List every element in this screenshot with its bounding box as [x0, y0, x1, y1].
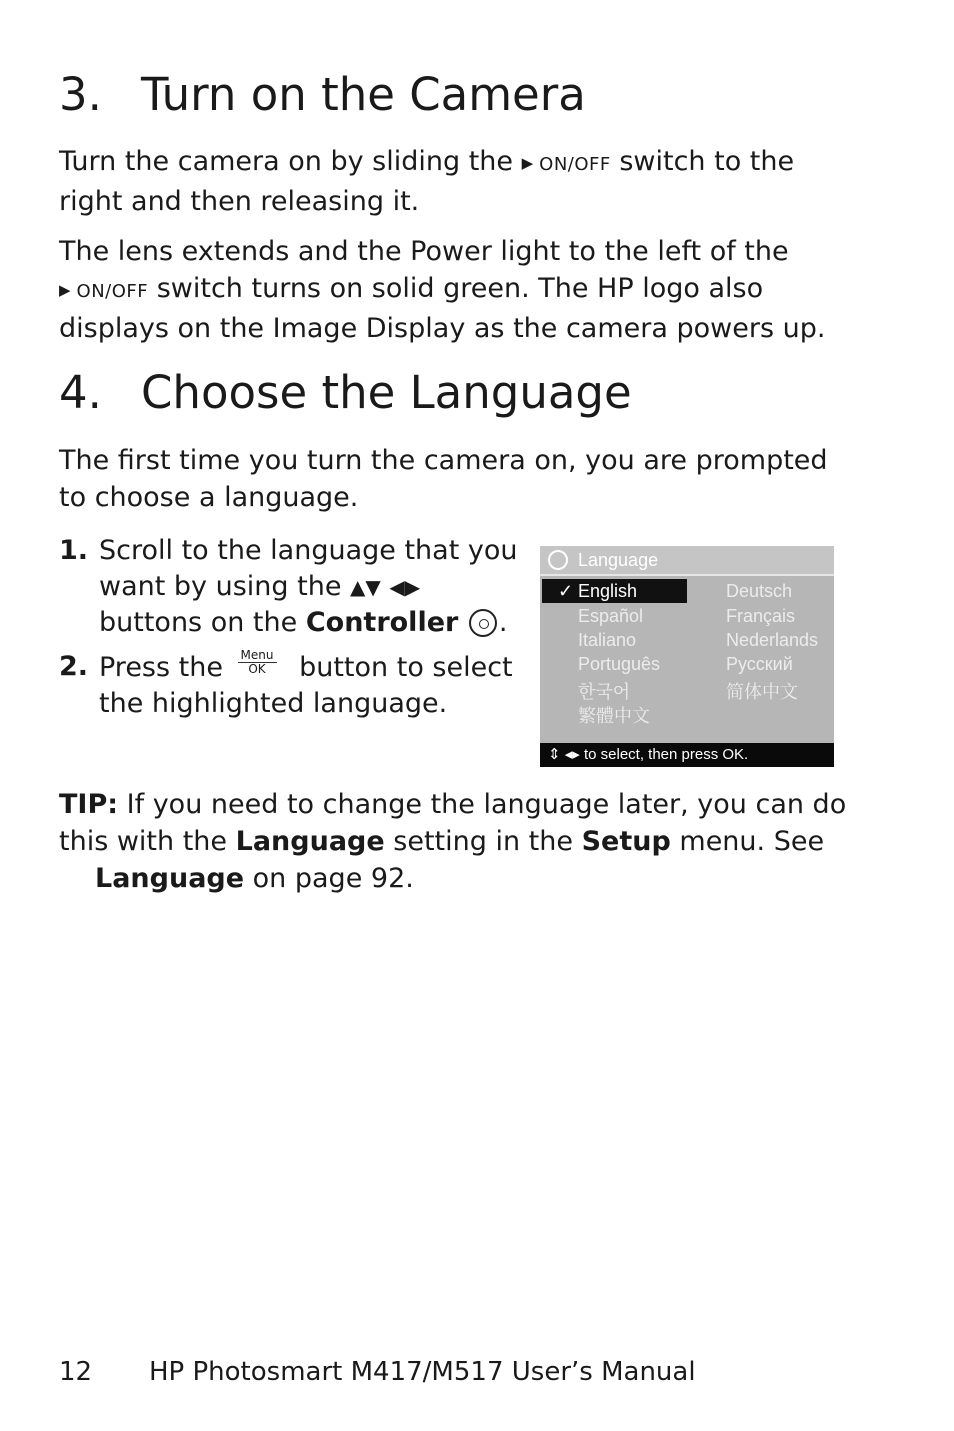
on-off-switch-label: ON/OFF — [539, 154, 611, 175]
language-option: 繁體中文 — [578, 706, 650, 726]
language-option: Italiano — [578, 630, 637, 650]
language-option: Português — [578, 654, 661, 674]
language-option: Español — [578, 606, 644, 626]
section-3-number: 3. — [59, 68, 102, 121]
tip-label: TIP: — [59, 789, 119, 820]
language-option: Nederlands — [726, 630, 819, 650]
menu-label: Menu — [238, 649, 277, 663]
section-3-paragraph-2 — [59, 233, 849, 347]
paragraph-text: switch turns on solid green. The HP logo also displays on the Image Display as the camera powers up. — [59, 273, 826, 344]
navigation-arrows-icon: ⇕ ◂▸ — [548, 746, 580, 763]
screen-hint-bar — [540, 743, 834, 767]
screen-hint-text: to select, then press OK. — [583, 746, 749, 763]
step-text: Press the — [99, 652, 223, 683]
play-triangle-icon: ▶ — [521, 154, 534, 172]
section-4-heading — [59, 366, 632, 419]
step-text: button to select the highlighted language. — [99, 652, 513, 719]
tip-bold-setup: Setup — [581, 826, 671, 857]
tip-text: on page 92. — [252, 863, 414, 894]
camera-language-screen — [540, 546, 834, 767]
tip-bold-language-ref: Language — [95, 863, 245, 894]
ok-label: OK — [248, 662, 266, 676]
tip-text: menu. See — [679, 826, 825, 857]
tip-paragraph — [59, 786, 849, 897]
controller-label: Controller — [305, 607, 459, 638]
step-1 — [59, 533, 529, 641]
tip-text: If you need to change the language later, you can do this with the — [59, 789, 847, 857]
up-down-arrows-icon: ▲▼ — [350, 575, 381, 599]
section-4-number: 4. — [59, 366, 102, 419]
step-text: . — [498, 607, 508, 638]
step-2 — [59, 649, 529, 722]
tip-text: setting in the — [393, 826, 573, 857]
paragraph-text: The lens extends and the Power light to the left of the — [59, 236, 789, 267]
play-triangle-icon: ▶ — [59, 281, 71, 299]
manual-title: HP Photosmart M417/M517 User’s Manual — [149, 1357, 696, 1387]
page-number: 12 — [59, 1357, 93, 1387]
language-option: 简体中文 — [726, 682, 798, 702]
paragraph-text: Turn the camera on by sliding the — [59, 146, 514, 177]
step-text: Scroll to the language that you want by using the — [99, 535, 518, 602]
screen-title: Language — [578, 550, 659, 570]
language-option: Deutsch — [726, 581, 793, 601]
step-number: 2. — [59, 651, 89, 682]
steps-list — [59, 533, 529, 730]
section-3-paragraph-1 — [59, 143, 849, 220]
section-4-intro: The first time you turn the camera on, you are prompted to choose a language. — [59, 445, 828, 513]
check-icon: ✓ — [558, 581, 574, 601]
paragraph-text: switch to the right and then releasing it. — [59, 146, 795, 217]
step-text: buttons on the — [99, 607, 298, 638]
language-option: Français — [726, 606, 796, 626]
globe-icon — [548, 550, 568, 570]
section-4-title: Choose the Language — [141, 366, 632, 419]
language-option: 한국어 — [578, 682, 631, 702]
section-3-title: Turn on the Camera — [141, 68, 586, 121]
tip-bold-language: Language — [235, 826, 385, 857]
language-option: Русский — [726, 654, 793, 674]
controller-icon — [469, 609, 497, 637]
screen-title-bar — [540, 546, 834, 576]
step-number: 1. — [59, 535, 89, 566]
on-off-switch-label: ON/OFF — [76, 281, 149, 302]
menu-ok-button-icon — [238, 649, 277, 676]
language-option: English — [578, 581, 638, 601]
left-right-arrows-icon: ◀▶ — [389, 575, 421, 599]
section-3-heading — [59, 68, 586, 121]
